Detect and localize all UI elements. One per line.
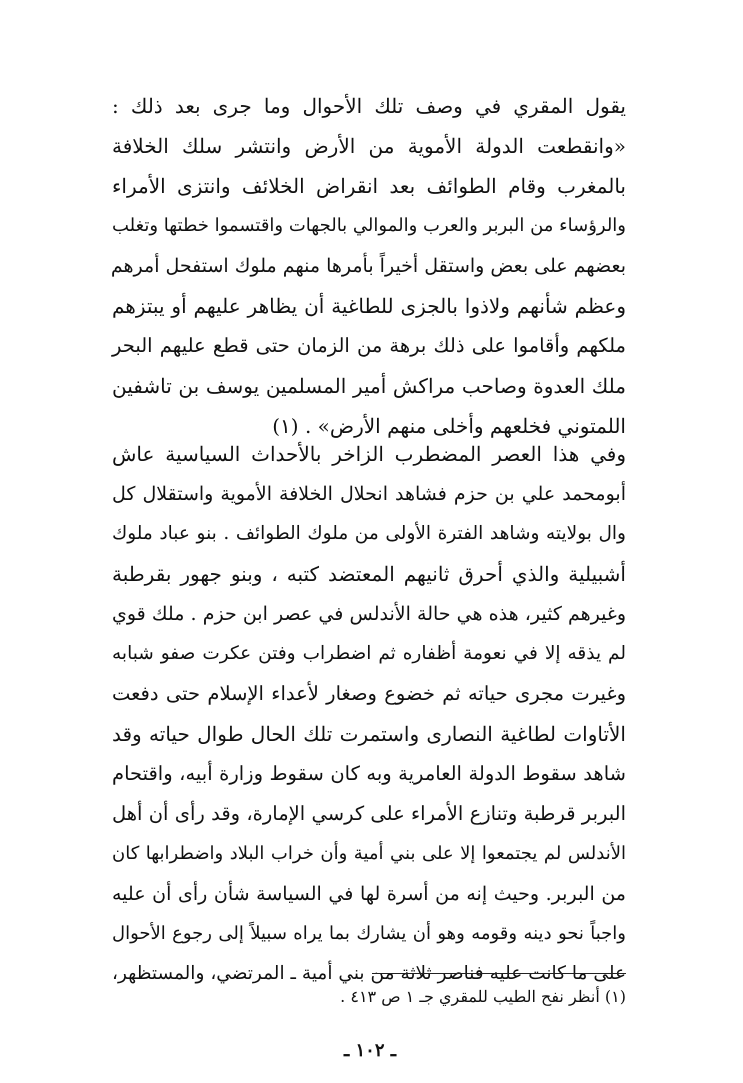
text-line: وغيرهم كثير، هذه هي حالة الأندلس في عصر ابن حزم . ملك قوي [112,603,626,625]
text-line: ملكهم وأقاموا على ذلك برهة من الزمان حتى قطع عليهم البحر [112,334,626,357]
text-line: بعضهم على بعض واستقل أخيراً بأمرها منهم ملوك استفحل أمرهم [110,255,626,277]
text-line: يقول المقري في وصف تلك الأحوال وما جرى بعد ذلك : [112,94,626,118]
text-line: ملك العدوة وصاحب مراكش أمير المسلمين يوسف بن تاشفين [112,374,626,398]
text-line: من البربر. وحيث إنه من أسرة لها في السياسة شأن رأى أن عليه [112,883,626,905]
text-line: الأتاوات لطاغية النصارى واستمرت تلك الحال طوال حياته وقد [112,722,626,746]
text-line: بالمغرب وقام الطوائف بعد انقراض الخلائف وانتزى الأمراء [112,174,626,198]
text-line: الأندلس لم يجتمعوا إلا على بني أمية وأن خراب البلاد واضطرابها كان [112,843,626,864]
text-line: والرؤساء من البربر والعرب والموالي بالجهات واقتسموا خطتها وتغلب [112,215,626,236]
text-line: أشبيلية والذي أحرق ثانيهم المعتضد كتبه ، وبنو جهور بقرطبة [112,562,626,586]
text-line: «وانقطعت الدولة الأموية من الأرض وانتشر سلك الخلافة [112,134,626,158]
text-line: اللمتوني فخلعهم وأخلى منهم الأرض» . (١) [272,414,626,438]
text-line: وغيرت مجرى حياته ثم خضوع وصغار لأعداء الإسلام حتى دفعت [112,682,627,705]
text-line: وفي هذا العصر المضطرب الزاخر بالأحداث السياسية عاش [112,442,626,466]
text-line: على ما كانت عليه فناصر ثلاثة من بني أمية ـ المرتضي، والمستظهر، [112,963,626,984]
text-line: أبومحمد علي بن حزم فشاهد انحلال الخلافة الأموية واستقلال كل [112,483,626,505]
text-line: لم يذقه إلا في نعومة أظفاره ثم اضطراب وفتن عكرت صفو شبابه [112,643,626,664]
page-number: ـ ١٠٢ ـ [343,1040,397,1061]
paragraph-body [112,434,626,994]
text-line: شاهد سقوط الدولة العامرية وبه كان سقوط وزارة أبيه، واقتحام [112,762,626,785]
text-line: وعظم شأنهم ولاذوا بالجزى للطاغية أن يظاهر عليهم أو يبتزهم [112,294,626,318]
footnote: (١) أنظر نفح الطيب للمقري جـ ١ ص ٤١٣ . [340,987,626,1006]
text-line: البربر قرطبة وتنازع الأمراء على كرسي الإمارة، وقد رأى أن أهل [112,802,626,825]
text-line: وال بولايته وشاهد الفترة الأولى من ملوك الطوائف . بنو عباد ملوك [112,523,626,544]
text-line: واجباً نحو دينه وقومه وهو أن يشارك بما يراه سبيلاً إلى رجوع الأحوال [112,923,626,944]
footnote-divider [372,973,626,974]
paragraph-quote [112,86,626,446]
